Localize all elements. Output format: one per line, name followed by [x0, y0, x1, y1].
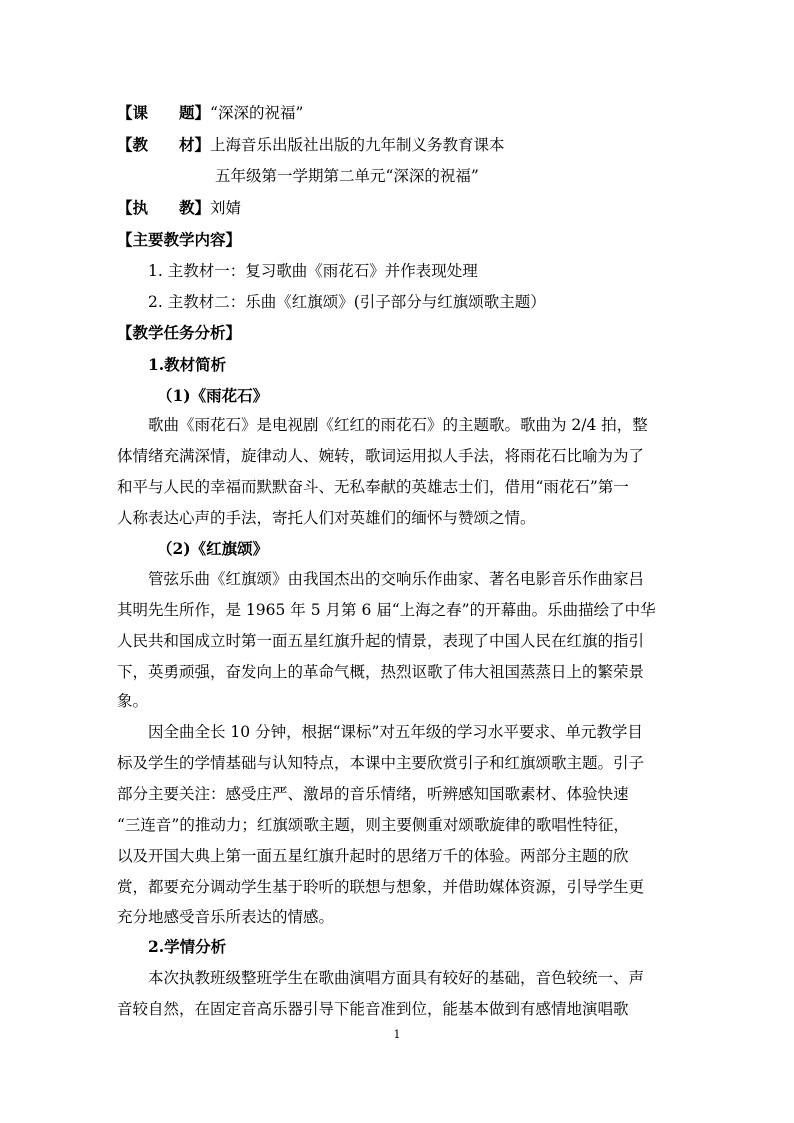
paragraph-line: 人民共和国成立时第一面五星红旗升起的情景，表现了中国人民在红旗的指引 [117, 632, 645, 650]
analysis-heading: 【教学任务分析】 [117, 323, 242, 342]
section-title: 1.教材简析 [148, 355, 227, 374]
paragraph-line: 象。 [117, 692, 149, 710]
material-value: 上海音乐出版社出版的九年制义务教育课本 [210, 136, 505, 154]
paragraph-line: 体情绪充满深情，旋律动人、婉转，歌词运用拟人手法，将雨花石比喻为为了 [117, 447, 645, 465]
paragraph-line: 本次执教班级整班学生在歌曲演唱方面具有较好的基础，音色较统一、声 [148, 969, 645, 987]
paragraph-line: 人称表达心声的手法，寄托人们对英雄们的缅怀与赞颂之情。 [117, 509, 536, 527]
paragraph-line: 赏，都要充分调动学生基于聆听的联想与想象，并借助媒体资源，引导学生更 [117, 878, 645, 896]
paragraph-line: 其明先生所作，是 1965 年 5 月第 6 届“上海之春”的开幕曲。乐曲描绘了中华 [117, 601, 656, 619]
content-heading: 【主要教学内容】 [117, 230, 242, 249]
content-item: 1. 主教材一：复习歌曲《雨花石》并作表现处理 [148, 262, 478, 280]
topic-row [117, 103, 303, 123]
paragraph-line: 因全曲全长 10 分钟，根据“课标”对五年级的学习水平要求、单元教学目 [148, 723, 643, 741]
material-row [117, 135, 505, 155]
teacher-label: 【执 教】 [117, 198, 211, 217]
paragraph-line: “三连音”的推动力；红旗颂歌主题，则主要侧重对颂歌旋律的歌唱性特征， [117, 816, 629, 834]
topic-value: “深深的祝福” [210, 104, 304, 122]
topic-label: 【课 题】 [117, 103, 211, 122]
subsection-title: （2)《红旗颂》 [157, 539, 269, 558]
section-title: 2.学情分析 [148, 937, 227, 956]
teacher-value: 刘婧 [210, 199, 242, 217]
paragraph-line: 下，英勇顽强，奋发向上的革命气概，热烈讴歌了伟大祖国蒸蒸日上的繁荣景 [117, 663, 645, 681]
paragraph-line: 以及开国大典上第一面五星红旗升起时的思绪万千的体验。两部分主题的欣 [117, 847, 629, 865]
material-label: 【教 材】 [117, 135, 211, 154]
paragraph-line: 部分主要关注：感受庄严、激昂的音乐情绪，听辨感知国歌素材、体验快速 [117, 785, 629, 803]
paragraph-line: 歌曲《雨花石》是电视剧《红红的雨花石》的主题歌。歌曲为 2/4 拍，整 [148, 416, 648, 434]
paragraph-line: 和平与人民的幸福而默默奋斗、无私奉献的英雄志士们，借用“雨花石”第一 [117, 478, 629, 496]
teacher-row [117, 198, 241, 218]
subsection-title: （1)《雨花石》 [157, 386, 269, 405]
page-number: 1 [393, 1028, 401, 1041]
paragraph-line: 音较自然，在固定音高乐器引导下能音准到位，能基本做到有感情地演唱歌 [117, 1000, 629, 1018]
paragraph-line: 充分地感受音乐所表达的情感。 [117, 908, 335, 926]
paragraph-line: 管弦乐曲《红旗颂》由我国杰出的交响乐作曲家、著名电影音乐作曲家吕 [148, 570, 645, 588]
material-continuation: 五年级第一学期第二单元“深深的祝福” [215, 167, 479, 185]
paragraph-line: 标及学生的学情基础与认知特点，本课中主要欣赏引子和红旗颂歌主题。引子 [117, 754, 645, 772]
content-item: 2. 主教材二：乐曲《红旗颂》(引子部分与红旗颂歌主题） [148, 293, 546, 311]
